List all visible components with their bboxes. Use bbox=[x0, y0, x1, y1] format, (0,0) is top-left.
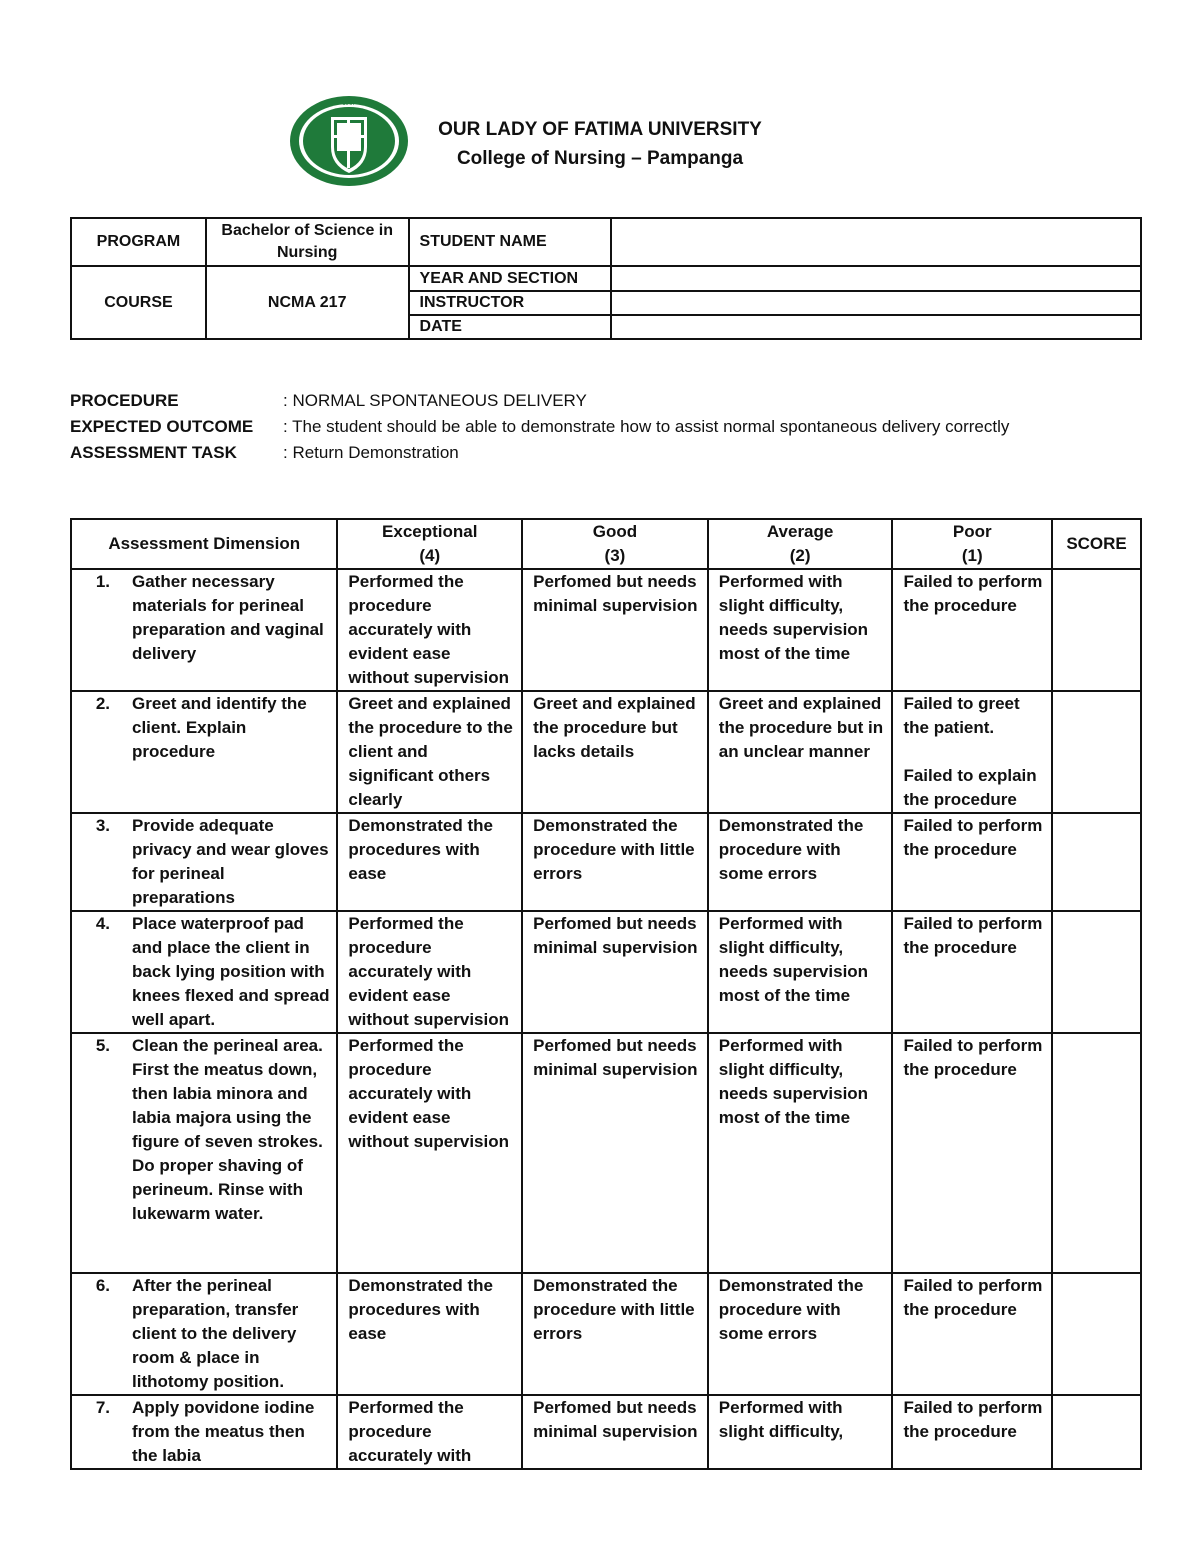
header-average-label: Average bbox=[766, 522, 834, 541]
exceptional-cell: Performed the procedure accurately with evident ease without supervision bbox=[337, 1033, 522, 1273]
good-cell: Perfomed but needs minimal supervision bbox=[522, 1395, 708, 1469]
good-cell: Perfomed but needs minimal supervision bbox=[522, 569, 708, 691]
poor-cell bbox=[892, 1033, 1052, 1273]
header-exceptional-points: (4) bbox=[419, 546, 441, 565]
average-cell: Performed with slight difficulty, bbox=[708, 1395, 893, 1469]
assessment-task-label: ASSESSMENT TASK bbox=[70, 443, 237, 462]
score-cell[interactable] bbox=[1052, 1395, 1141, 1469]
good-cell: Perfomed but needs minimal supervision bbox=[522, 911, 708, 1033]
header-assessment-dimension: Assessment Dimension bbox=[71, 519, 337, 569]
dimension-cell bbox=[71, 569, 337, 691]
year-section-label: YEAR AND SECTION bbox=[409, 266, 612, 291]
student-name-label: STUDENT NAME bbox=[409, 218, 612, 266]
poor-text: Failed to perform the procedure bbox=[903, 1276, 1043, 1319]
poor-text: Failed to perform the procedure bbox=[903, 1036, 1043, 1079]
rubric-row bbox=[71, 911, 1141, 1033]
instructor-field[interactable] bbox=[611, 291, 1141, 315]
score-cell[interactable] bbox=[1052, 911, 1141, 1033]
exceptional-cell: Performed the procedure accurately with evident ease without supervision bbox=[337, 911, 522, 1033]
average-cell: Demonstrated the procedure with some errors bbox=[708, 1273, 893, 1395]
procedure-value: : NORMAL SPONTANEOUS DELIVERY bbox=[283, 391, 587, 410]
exceptional-cell: Greet and explained the procedure to the client and significant others clearly bbox=[337, 691, 522, 813]
score-cell[interactable] bbox=[1052, 569, 1141, 691]
dimension-text: Greet and identify the client. Explain procedure bbox=[132, 694, 307, 761]
dimension-text: Clean the perineal area. First the meatus down, then labia minora and labia majora using the figure of seven strokes. Do proper shaving of perineum. Rinse with lukewarm water. bbox=[132, 1036, 323, 1223]
header-poor-points: (1) bbox=[961, 546, 983, 565]
dimension-cell bbox=[71, 691, 337, 813]
good-cell: Demonstrated the procedure with little errors bbox=[522, 1273, 708, 1395]
good-cell: Demonstrated the procedure with little errors bbox=[522, 813, 708, 911]
exceptional-cell: Demonstrated the procedures with ease bbox=[337, 1273, 522, 1395]
poor-cell bbox=[892, 1395, 1052, 1469]
poor-cell bbox=[892, 569, 1052, 691]
dimension-text: Provide adequate privacy and wear gloves for perineal preparations bbox=[132, 816, 329, 907]
document-header bbox=[380, 116, 820, 174]
college-name: College of Nursing – Pampanga bbox=[456, 148, 744, 169]
poor-text: Failed to perform the procedure bbox=[903, 1398, 1043, 1441]
poor-cell bbox=[892, 691, 1052, 813]
average-cell: Performed with slight difficulty, needs supervision most of the time bbox=[708, 1033, 893, 1273]
row-number: 3. bbox=[95, 816, 110, 835]
instructor-label: INSTRUCTOR bbox=[409, 291, 612, 315]
good-cell: Greet and explained the procedure but lacks details bbox=[522, 691, 708, 813]
procedure-details bbox=[70, 388, 1070, 466]
header-score: SCORE bbox=[1052, 519, 1141, 569]
row-number: 2. bbox=[95, 694, 110, 713]
rubric-row bbox=[71, 569, 1141, 691]
dimension-cell bbox=[71, 1033, 337, 1273]
exceptional-cell: Performed the procedure accurately with evident ease without supervision bbox=[337, 569, 522, 691]
header-exceptional bbox=[337, 519, 522, 569]
dimension-cell bbox=[71, 1273, 337, 1395]
header-good-label: Good bbox=[592, 522, 638, 541]
logo-year: 1967 bbox=[342, 101, 356, 107]
poor-text: Failed to perform the procedure bbox=[903, 914, 1043, 957]
header-good-points: (3) bbox=[604, 546, 626, 565]
poor-cell bbox=[892, 911, 1052, 1033]
program-label: PROGRAM bbox=[71, 218, 206, 266]
rubric-row bbox=[71, 691, 1141, 813]
rubric-row bbox=[71, 1395, 1141, 1469]
row-number: 6. bbox=[95, 1276, 110, 1295]
header-exceptional-label: Exceptional bbox=[382, 522, 478, 541]
row-number: 4. bbox=[95, 914, 110, 933]
good-cell: Perfomed but needs minimal supervision bbox=[522, 1033, 708, 1273]
date-field[interactable] bbox=[611, 315, 1141, 339]
header-good bbox=[522, 519, 708, 569]
row-number: 7. bbox=[95, 1398, 110, 1417]
dimension-text: Gather necessary materials for perineal preparation and vaginal delivery bbox=[132, 572, 324, 663]
rubric-header-row bbox=[71, 519, 1141, 569]
row-number: 5. bbox=[95, 1036, 110, 1055]
dimension-cell bbox=[71, 911, 337, 1033]
program-value: Bachelor of Science in Nursing bbox=[206, 218, 409, 266]
average-cell: Demonstrated the procedure with some errors bbox=[708, 813, 893, 911]
header-average-points: (2) bbox=[789, 546, 811, 565]
poor-text: Failed to greet the patient. bbox=[903, 694, 1020, 737]
dimension-cell bbox=[71, 1395, 337, 1469]
course-value: NCMA 217 bbox=[206, 266, 409, 339]
average-cell: Performed with slight difficulty, needs supervision most of the time bbox=[708, 569, 893, 691]
rubric-row bbox=[71, 813, 1141, 911]
university-name: OUR LADY OF FATIMA UNIVERSITY bbox=[438, 119, 762, 140]
poor-cell bbox=[892, 1273, 1052, 1395]
expected-outcome-label: EXPECTED OUTCOME bbox=[70, 417, 254, 436]
header-average bbox=[708, 519, 893, 569]
header-poor bbox=[892, 519, 1052, 569]
dimension-text: Place waterproof pad and place the client in back lying position with knees flexed and spread well apart. bbox=[132, 914, 330, 1029]
exceptional-cell: Demonstrated the procedures with ease bbox=[337, 813, 522, 911]
assessment-task-value: : Return Demonstration bbox=[283, 443, 459, 462]
average-cell: Greet and explained the procedure but in an unclear manner bbox=[708, 691, 893, 813]
dimension-text: Apply povidone iodine from the meatus then the labia bbox=[132, 1398, 315, 1465]
course-label: COURSE bbox=[71, 266, 206, 339]
poor-text: Failed to perform the procedure bbox=[903, 572, 1043, 615]
score-cell[interactable] bbox=[1052, 691, 1141, 813]
date-label: DATE bbox=[409, 315, 612, 339]
rubric-table bbox=[70, 518, 1142, 1470]
poor-text-secondary: Failed to explain the procedure bbox=[903, 766, 1037, 809]
score-cell[interactable] bbox=[1052, 1273, 1141, 1395]
exceptional-cell: Performed the procedure accurately with bbox=[337, 1395, 522, 1469]
year-section-field[interactable] bbox=[611, 266, 1141, 291]
dimension-cell bbox=[71, 813, 337, 911]
header-poor-label: Poor bbox=[952, 522, 992, 541]
poor-text: Failed to perform the procedure bbox=[903, 816, 1043, 859]
procedure-label: PROCEDURE bbox=[70, 391, 179, 410]
expected-outcome-value: : The student should be able to demonstrate how to assist normal spontaneous delivery correctly bbox=[283, 417, 1010, 436]
rubric-row bbox=[71, 1273, 1141, 1395]
score-cell[interactable] bbox=[1052, 813, 1141, 911]
average-cell: Performed with slight difficulty, needs supervision most of the time bbox=[708, 911, 893, 1033]
dimension-text: After the perineal preparation, transfer client to the delivery room & place in lithotomy position. bbox=[132, 1276, 299, 1391]
score-cell[interactable] bbox=[1052, 1033, 1141, 1273]
student-name-field[interactable] bbox=[611, 218, 1141, 266]
rubric-row bbox=[71, 1033, 1141, 1273]
poor-cell bbox=[892, 813, 1052, 911]
student-info-table bbox=[70, 217, 1142, 340]
row-number: 1. bbox=[95, 572, 110, 591]
